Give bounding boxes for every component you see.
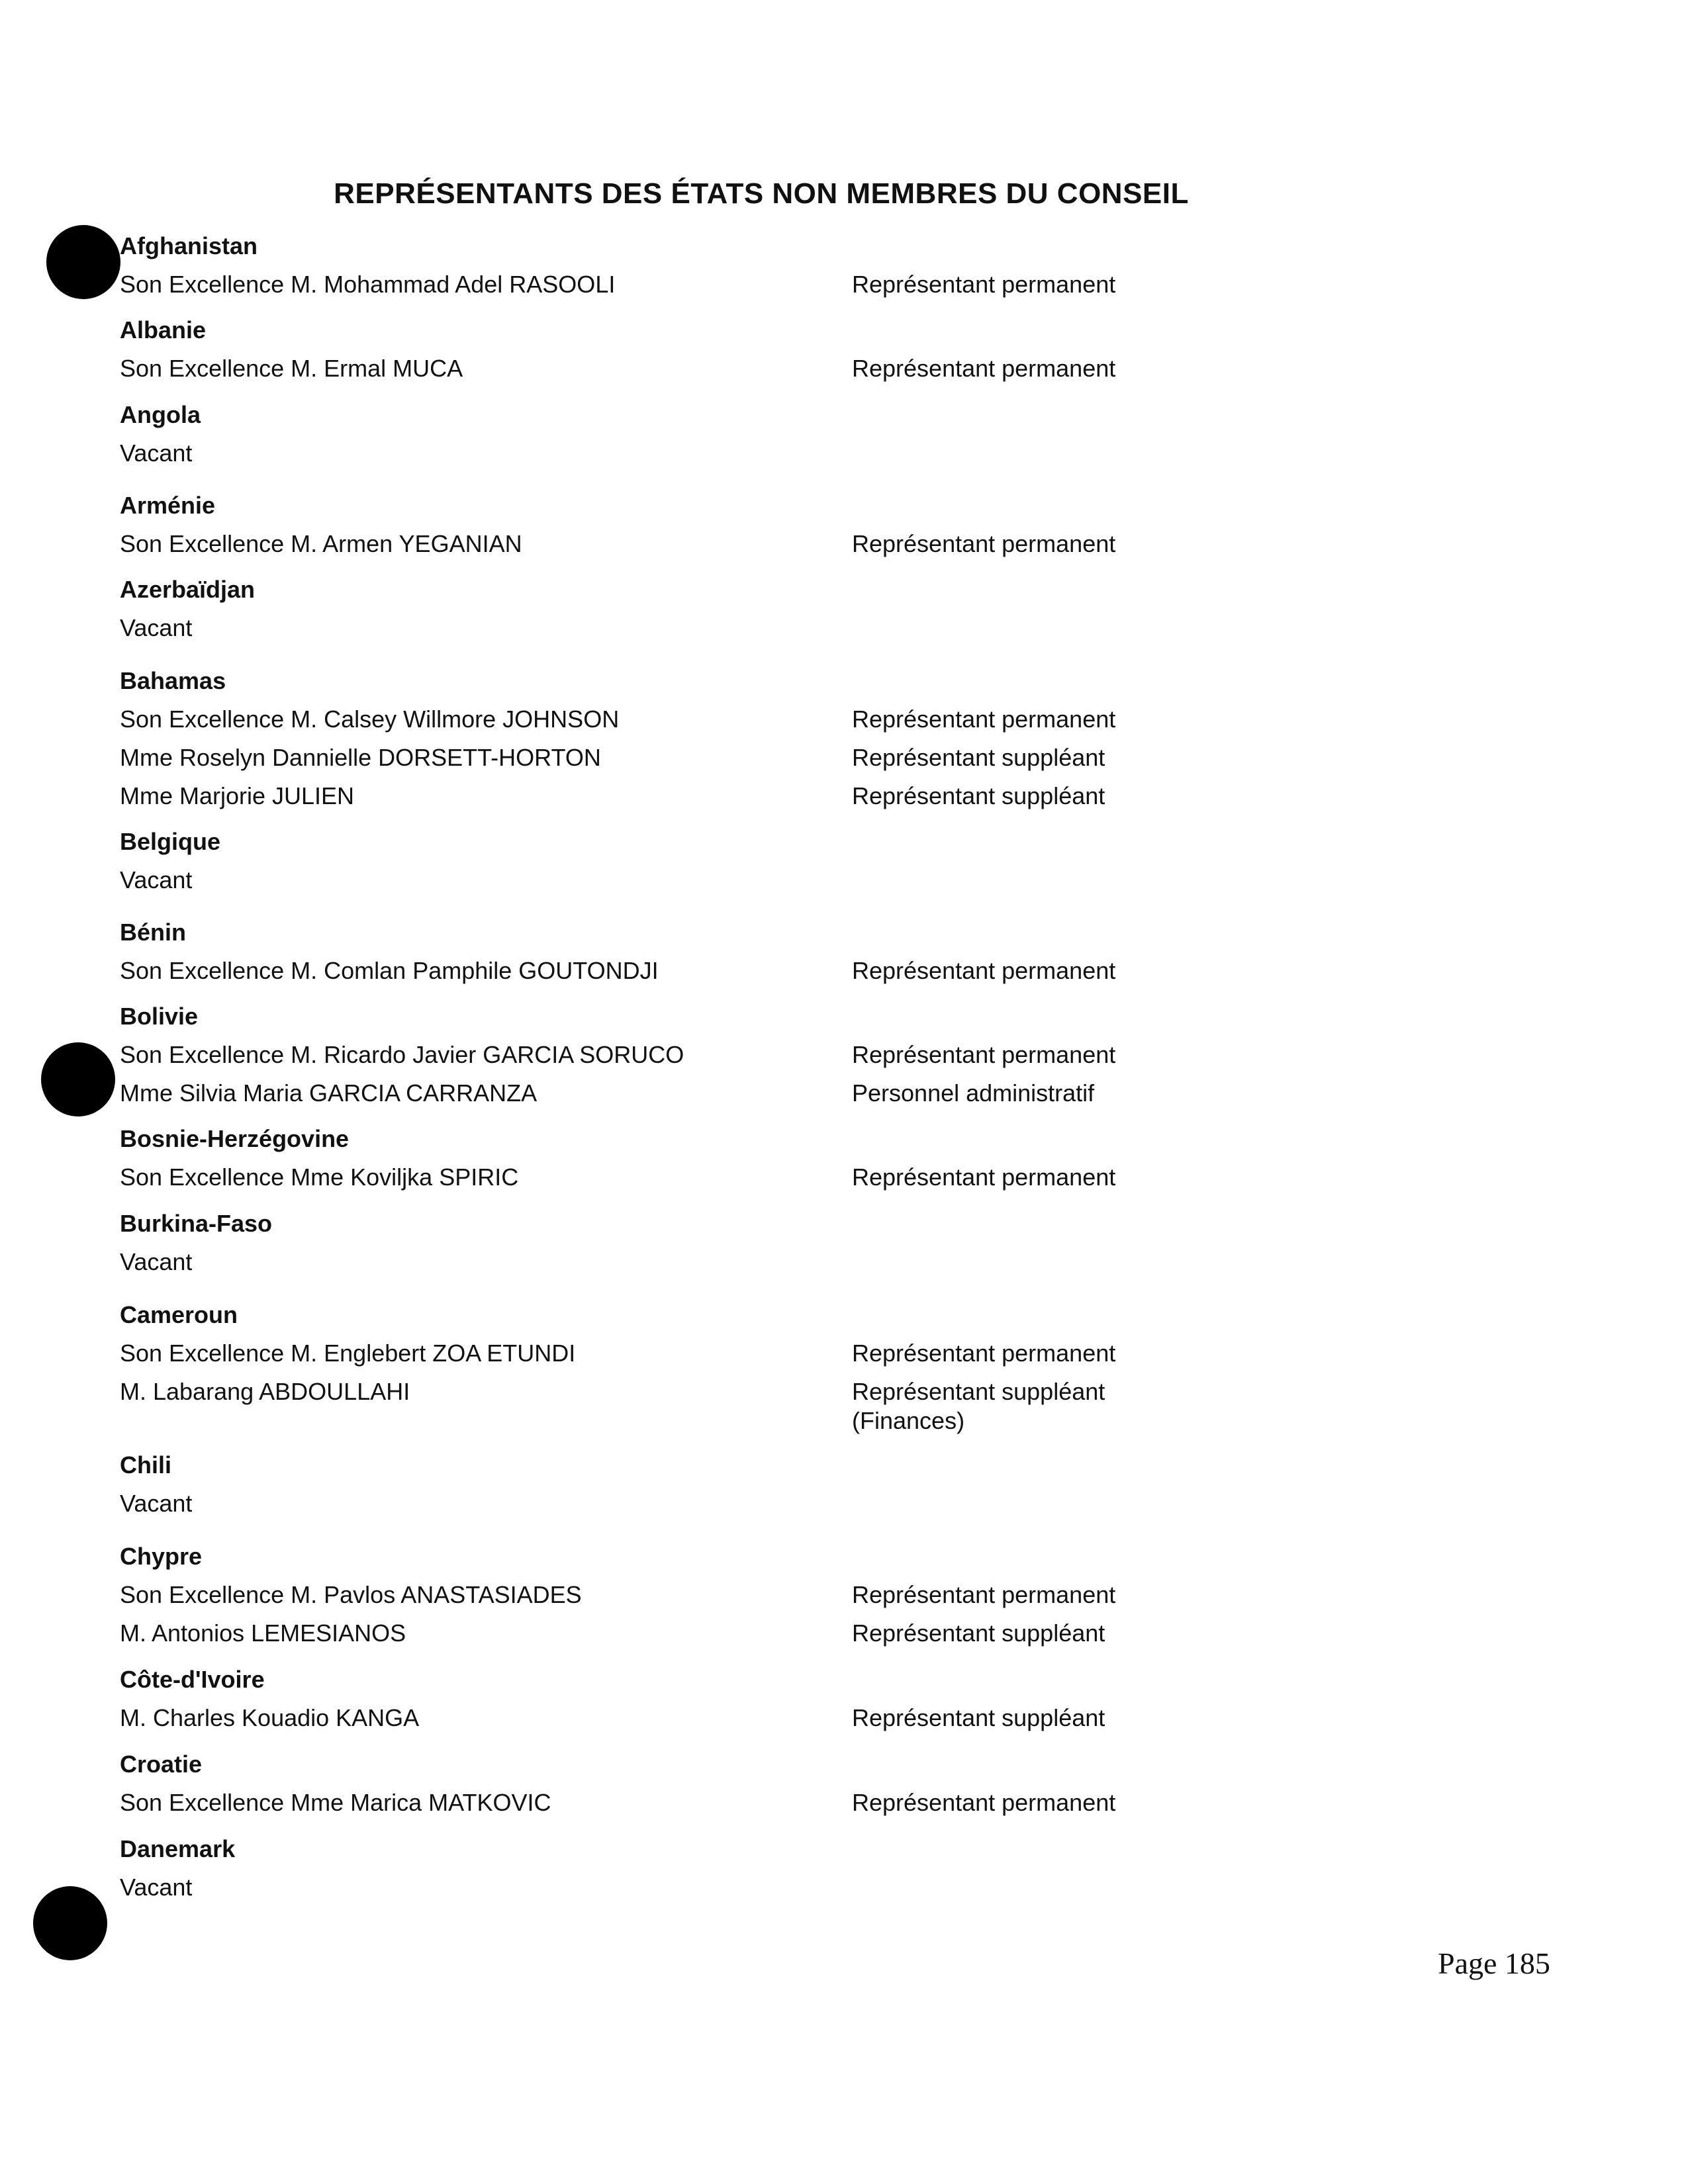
member-name: Vacant [120, 866, 193, 893]
page-number: Page 185 [1438, 1946, 1550, 1980]
member-row [120, 1484, 1444, 1523]
member-row [120, 1868, 1444, 1907]
member-role: Représentant permanent [852, 1581, 1116, 1608]
member-role: Représentant permanent [852, 1163, 1116, 1191]
member-name: M. Labarang ABDOULLAHI [120, 1378, 410, 1405]
member-role [852, 1373, 1382, 1435]
member-role: Représentant permanent [852, 705, 1116, 733]
member-role: Représentant permanent [852, 957, 1116, 984]
country-section [120, 662, 1444, 815]
country-section [120, 913, 1444, 990]
member-name: Mme Roselyn Dannielle DORSETT-HORTON [120, 744, 601, 771]
member-role: Représentant permanent [852, 1789, 1116, 1816]
member-row [120, 952, 1444, 990]
member-name: Vacant [120, 1490, 193, 1517]
member-role: Représentant suppléant [852, 1619, 1105, 1647]
country-name: Albanie [120, 316, 207, 343]
country-name: Bosnie-Herzégovine [120, 1125, 350, 1152]
country-name: Angola [120, 401, 201, 428]
country-name: Bolivie [120, 1003, 199, 1030]
country-section [120, 396, 1444, 473]
member-row [120, 1576, 1444, 1614]
member-name: Mme Silvia Maria GARCIA CARRANZA [120, 1079, 538, 1107]
member-role: Représentant suppléant [852, 1704, 1105, 1731]
member-role: Représentant permanent [852, 530, 1116, 557]
country-name: Chypre [120, 1543, 203, 1570]
member-row [120, 739, 1444, 777]
member-row [120, 434, 1444, 473]
member-name: Son Excellence M. Englebert ZOA ETUNDI [120, 1340, 576, 1367]
country-name: Chili [120, 1451, 171, 1479]
member-role: Représentant suppléant [852, 744, 1105, 771]
member-name: Son Excellence M. Armen YEGANIAN [120, 530, 522, 557]
page-title: REPRÉSENTANTS DES ÉTATS NON MEMBRES DU CONSEIL [334, 177, 1189, 210]
member-row [120, 609, 1444, 647]
member-name: M. Charles Kouadio KANGA [120, 1704, 420, 1731]
country-name: Danemark [120, 1835, 236, 1862]
member-name: Vacant [120, 1248, 193, 1275]
punch-hole-mark [46, 225, 120, 299]
member-row [120, 265, 1444, 304]
country-name: Côte-d'Ivoire [120, 1666, 265, 1693]
country-section [120, 997, 1444, 1113]
country-name: Burkina-Faso [120, 1210, 273, 1237]
country-section [120, 570, 1444, 647]
country-section [120, 823, 1444, 899]
country-name: Bahamas [120, 667, 226, 694]
member-row [120, 1699, 1444, 1737]
country-section [120, 1830, 1444, 1907]
country-name: Azerbaïdjan [120, 576, 256, 603]
member-name: Son Excellence M. Comlan Pamphile GOUTONDJI [120, 957, 659, 984]
member-row [120, 1158, 1444, 1197]
member-row [120, 700, 1444, 739]
member-name: Son Excellence M. Ermal MUCA [120, 355, 463, 382]
country-section [120, 227, 1444, 304]
member-name: Son Excellence M. Ricardo Javier GARCIA SORUCO [120, 1041, 684, 1068]
member-row [120, 525, 1444, 563]
member-row [120, 349, 1444, 388]
country-section [120, 1537, 1444, 1653]
member-role: Personnel administratif [852, 1079, 1095, 1107]
country-section [120, 1446, 1444, 1523]
member-role: Représentant permanent [852, 271, 1116, 298]
country-section [120, 1120, 1444, 1197]
member-name: Son Excellence Mme Koviljka SPIRIC [120, 1163, 519, 1191]
member-role: Représentant permanent [852, 1340, 1116, 1367]
member-name: Son Excellence M. Mohammad Adel RASOOLI [120, 271, 616, 298]
country-name: Croatie [120, 1751, 203, 1778]
role-note: (Finances) [852, 1407, 965, 1434]
country-name: Belgique [120, 828, 221, 855]
punch-hole-mark [33, 1886, 107, 1960]
country-name: Bénin [120, 919, 187, 946]
country-name: Arménie [120, 492, 216, 519]
role-title: Représentant suppléant [852, 1378, 1105, 1405]
member-name: Son Excellence Mme Marica MATKOVIC [120, 1789, 551, 1816]
member-row [120, 1784, 1444, 1822]
member-row [120, 1334, 1444, 1373]
member-row [120, 1036, 1444, 1074]
member-row [120, 1373, 1444, 1435]
member-name: Mme Marjorie JULIEN [120, 782, 355, 809]
member-role: Représentant permanent [852, 355, 1116, 382]
country-name: Afghanistan [120, 232, 258, 259]
member-name: Vacant [120, 1874, 193, 1901]
country-name: Cameroun [120, 1301, 238, 1328]
member-row [120, 777, 1444, 815]
member-name: Vacant [120, 439, 193, 467]
member-name: Vacant [120, 614, 193, 641]
country-section [120, 486, 1444, 563]
country-section [120, 311, 1444, 388]
member-name: M. Antonios LEMESIANOS [120, 1619, 406, 1647]
member-name: Son Excellence M. Calsey Willmore JOHNSON [120, 705, 620, 733]
country-section [120, 1661, 1444, 1737]
member-row [120, 1614, 1444, 1653]
country-section [120, 1296, 1444, 1435]
member-row [120, 861, 1444, 899]
punch-hole-mark [41, 1042, 115, 1116]
member-role: Représentant suppléant [852, 782, 1105, 809]
member-row [120, 1074, 1444, 1113]
member-name: Son Excellence M. Pavlos ANASTASIADES [120, 1581, 582, 1608]
country-section [120, 1205, 1444, 1281]
member-row [120, 1243, 1444, 1281]
member-role: Représentant permanent [852, 1041, 1116, 1068]
country-section [120, 1745, 1444, 1822]
